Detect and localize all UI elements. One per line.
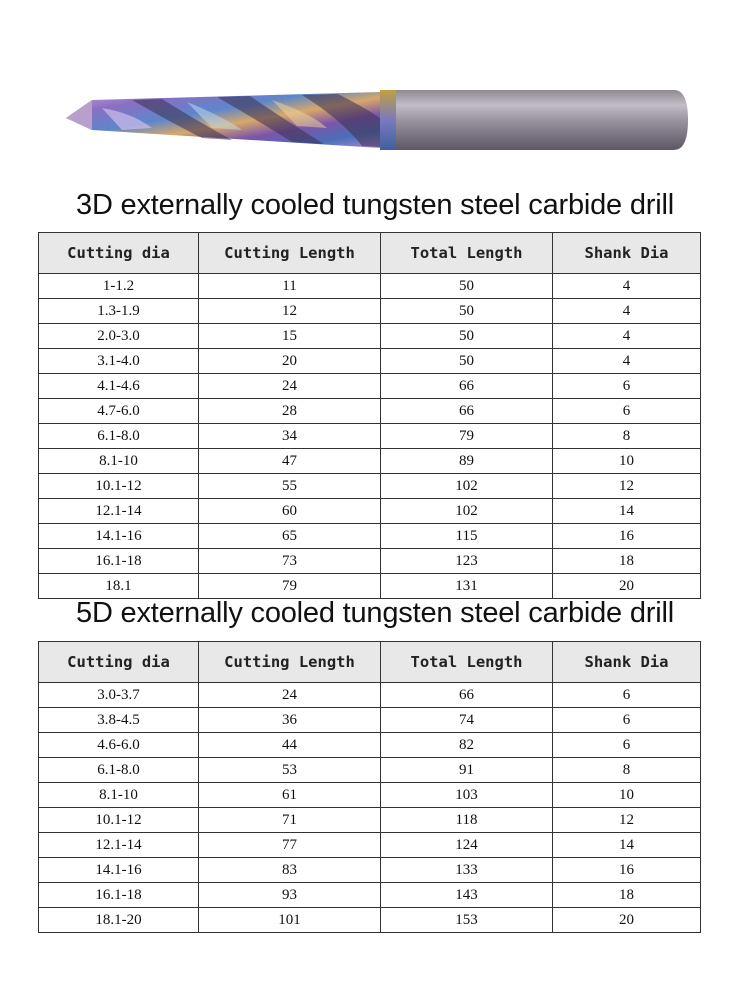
cell-cutting-dia: 12.1-14: [39, 833, 199, 858]
cell-total-length: 103: [381, 783, 553, 808]
cell-cutting-dia: 4.7-6.0: [39, 399, 199, 424]
table-row: [39, 683, 701, 708]
cell-total-length: 74: [381, 708, 553, 733]
table-row: [39, 833, 701, 858]
cell-cutting-length: 101: [199, 908, 381, 933]
cell-total-length: 50: [381, 299, 553, 324]
cell-cutting-length: 65: [199, 524, 381, 549]
cell-shank-dia: 6: [553, 683, 701, 708]
cell-cutting-dia: 2.0-3.0: [39, 324, 199, 349]
cell-shank-dia: 16: [553, 524, 701, 549]
cell-total-length: 66: [381, 374, 553, 399]
cell-cutting-dia: 12.1-14: [39, 499, 199, 524]
table-row: [39, 549, 701, 574]
cell-shank-dia: 4: [553, 349, 701, 374]
cell-total-length: 143: [381, 883, 553, 908]
cell-shank-dia: 10: [553, 783, 701, 808]
cell-cutting-length: 47: [199, 449, 381, 474]
cell-shank-dia: 4: [553, 324, 701, 349]
table-row: [39, 524, 701, 549]
cell-total-length: 89: [381, 449, 553, 474]
cell-cutting-length: 79: [199, 574, 381, 599]
cell-shank-dia: 20: [553, 574, 701, 599]
table-row: [39, 733, 701, 758]
cell-cutting-dia: 6.1-8.0: [39, 424, 199, 449]
header-total-length: Total Length: [381, 642, 553, 683]
drill-bit-image: [62, 78, 692, 163]
cell-total-length: 124: [381, 833, 553, 858]
table-row: [39, 858, 701, 883]
cell-cutting-dia: 14.1-16: [39, 524, 199, 549]
cell-shank-dia: 14: [553, 499, 701, 524]
cell-cutting-dia: 3.8-4.5: [39, 708, 199, 733]
cell-total-length: 50: [381, 324, 553, 349]
spec-table-5d: [38, 641, 701, 933]
cell-cutting-dia: 18.1-20: [39, 908, 199, 933]
cell-cutting-dia: 10.1-12: [39, 808, 199, 833]
cell-total-length: 66: [381, 399, 553, 424]
table-row: [39, 908, 701, 933]
header-shank-dia: Shank Dia: [553, 642, 701, 683]
table-row: [39, 474, 701, 499]
cell-shank-dia: 6: [553, 374, 701, 399]
table-row: [39, 324, 701, 349]
cell-shank-dia: 8: [553, 424, 701, 449]
cell-cutting-length: 77: [199, 833, 381, 858]
table-row: [39, 758, 701, 783]
header-cutting-dia: Cutting dia: [39, 642, 199, 683]
cell-shank-dia: 14: [553, 833, 701, 858]
cell-total-length: 102: [381, 474, 553, 499]
table-title-3d: 3D externally cooled tungsten steel carbide drill: [76, 189, 674, 221]
cell-cutting-dia: 8.1-10: [39, 449, 199, 474]
table-row: [39, 274, 701, 299]
cell-shank-dia: 6: [553, 733, 701, 758]
cell-shank-dia: 4: [553, 274, 701, 299]
table-row: [39, 574, 701, 599]
cell-total-length: 79: [381, 424, 553, 449]
header-cutting-dia: Cutting dia: [39, 233, 199, 274]
cell-total-length: 50: [381, 274, 553, 299]
cell-shank-dia: 4: [553, 299, 701, 324]
cell-total-length: 66: [381, 683, 553, 708]
cell-cutting-length: 44: [199, 733, 381, 758]
cell-cutting-length: 12: [199, 299, 381, 324]
table-row: [39, 374, 701, 399]
header-shank-dia: Shank Dia: [553, 233, 701, 274]
cell-cutting-dia: 1.3-1.9: [39, 299, 199, 324]
cell-shank-dia: 18: [553, 883, 701, 908]
cell-total-length: 118: [381, 808, 553, 833]
cell-cutting-dia: 18.1: [39, 574, 199, 599]
cell-shank-dia: 6: [553, 399, 701, 424]
cell-cutting-dia: 16.1-18: [39, 549, 199, 574]
cell-total-length: 91: [381, 758, 553, 783]
cell-total-length: 50: [381, 349, 553, 374]
cell-cutting-length: 36: [199, 708, 381, 733]
cell-total-length: 123: [381, 549, 553, 574]
table-row: [39, 449, 701, 474]
cell-cutting-dia: 16.1-18: [39, 883, 199, 908]
table-header-row: [39, 642, 701, 683]
cell-shank-dia: 6: [553, 708, 701, 733]
table-row: [39, 349, 701, 374]
table-row: [39, 299, 701, 324]
cell-shank-dia: 12: [553, 808, 701, 833]
table-row: [39, 424, 701, 449]
header-total-length: Total Length: [381, 233, 553, 274]
header-cutting-length: Cutting Length: [199, 233, 381, 274]
cell-shank-dia: 10: [553, 449, 701, 474]
cell-cutting-length: 15: [199, 324, 381, 349]
cell-shank-dia: 8: [553, 758, 701, 783]
cell-total-length: 115: [381, 524, 553, 549]
cell-cutting-length: 20: [199, 349, 381, 374]
cell-cutting-dia: 1-1.2: [39, 274, 199, 299]
cell-total-length: 133: [381, 858, 553, 883]
cell-shank-dia: 12: [553, 474, 701, 499]
table-row: [39, 783, 701, 808]
cell-cutting-length: 28: [199, 399, 381, 424]
cell-cutting-dia: 4.1-4.6: [39, 374, 199, 399]
table-row: [39, 808, 701, 833]
cell-cutting-length: 61: [199, 783, 381, 808]
cell-cutting-length: 83: [199, 858, 381, 883]
spec-table-3d: [38, 232, 701, 599]
cell-cutting-length: 11: [199, 274, 381, 299]
cell-cutting-length: 24: [199, 683, 381, 708]
cell-cutting-dia: 14.1-16: [39, 858, 199, 883]
table-row: [39, 499, 701, 524]
cell-total-length: 153: [381, 908, 553, 933]
cell-cutting-length: 55: [199, 474, 381, 499]
cell-cutting-dia: 10.1-12: [39, 474, 199, 499]
cell-shank-dia: 18: [553, 549, 701, 574]
cell-shank-dia: 20: [553, 908, 701, 933]
cell-cutting-dia: 3.1-4.0: [39, 349, 199, 374]
cell-cutting-length: 24: [199, 374, 381, 399]
cell-cutting-length: 34: [199, 424, 381, 449]
cell-cutting-dia: 6.1-8.0: [39, 758, 199, 783]
cell-cutting-length: 93: [199, 883, 381, 908]
cell-cutting-dia: 8.1-10: [39, 783, 199, 808]
cell-total-length: 131: [381, 574, 553, 599]
cell-total-length: 82: [381, 733, 553, 758]
cell-cutting-length: 71: [199, 808, 381, 833]
table-row: [39, 399, 701, 424]
table-title-5d: 5D externally cooled tungsten steel carbide drill: [76, 597, 674, 629]
header-cutting-length: Cutting Length: [199, 642, 381, 683]
table-row: [39, 883, 701, 908]
cell-cutting-dia: 3.0-3.7: [39, 683, 199, 708]
cell-cutting-length: 53: [199, 758, 381, 783]
cell-shank-dia: 16: [553, 858, 701, 883]
table-header-row: [39, 233, 701, 274]
cell-cutting-dia: 4.6-6.0: [39, 733, 199, 758]
cell-cutting-length: 73: [199, 549, 381, 574]
table-row: [39, 708, 701, 733]
cell-cutting-length: 60: [199, 499, 381, 524]
cell-total-length: 102: [381, 499, 553, 524]
